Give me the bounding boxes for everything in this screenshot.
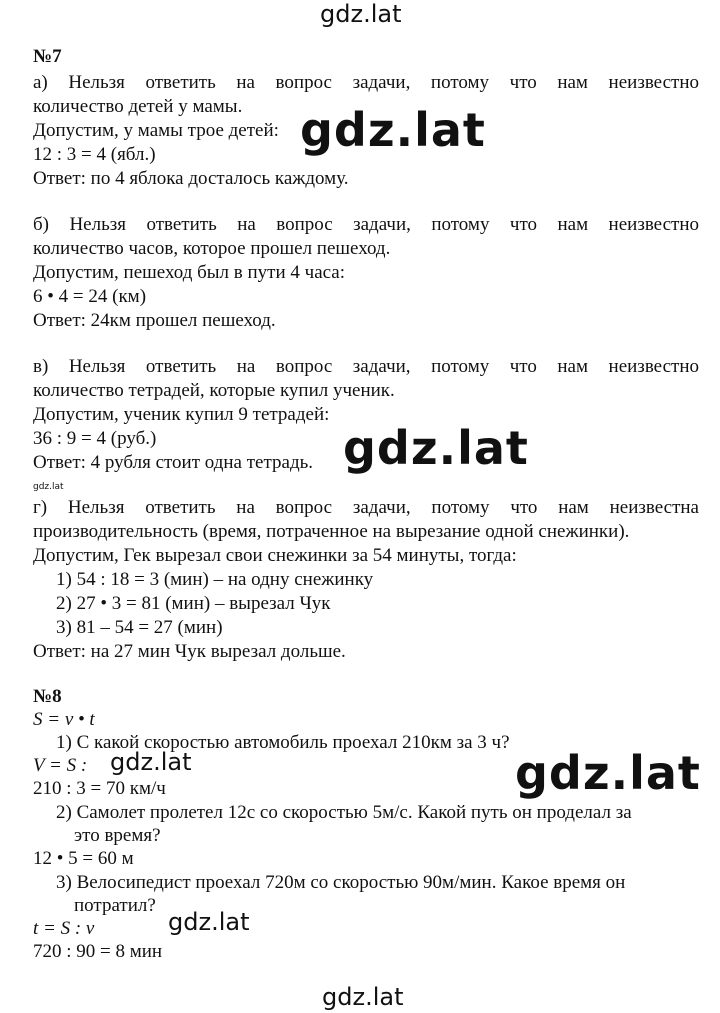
watermark-large-b: gdz.lat	[343, 421, 529, 475]
task-8-formula-1: V = S :	[33, 755, 88, 776]
task-7a-line-1: а) Нельзя ответить на вопрос задачи, потому что нам неизвестно	[33, 72, 699, 93]
task-7g-line-2: производительность (время, потраченное на вырезание одной снежинки).	[33, 521, 630, 542]
watermark-tiny: gdz.lat	[33, 482, 64, 492]
task-7v-line-2: количество тетрадей, которые купил ученик.	[33, 380, 395, 401]
task-7b-line-4: 6 • 4 = 24 (км)	[33, 286, 147, 307]
task-7g-line-3: Допустим, Гек вырезал свои снежинки за 54 минуты, тогда:	[33, 545, 517, 566]
task-8-question-3-line-2: потратил?	[74, 895, 156, 916]
task-7a-line-2: количество детей у мамы.	[33, 96, 243, 117]
task-7a-line-4: 12 : 3 = 4 (ябл.)	[33, 144, 156, 165]
watermark-top: gdz.lat	[320, 0, 402, 28]
task-7v-line-3: Допустим, ученик купил 9 тетрадей:	[33, 404, 330, 425]
task-7b-line-2: количество часов, которое прошел пешеход.	[33, 238, 391, 259]
task-7b-line-5: Ответ: 24км прошел пешеход.	[33, 310, 276, 331]
watermark-large-right: gdz.lat	[515, 746, 701, 800]
task-7a-line-3: Допустим, у мамы трое детей:	[33, 120, 279, 141]
task-7a-line-5: Ответ: по 4 яблока досталось каждому.	[33, 168, 349, 189]
task-8-question-2-line-2: это время?	[74, 825, 161, 846]
task-7g-step-2: 2) 27 • 3 = 81 (мин) – вырезал Чук	[56, 593, 331, 614]
watermark-inline: gdz.lat	[110, 748, 192, 776]
task-7-heading: №7	[33, 46, 62, 67]
task-8-question-2-line-1: 2) Самолет пролетел 12с со скоростью 5м/с. Какой путь он проделал за	[56, 802, 632, 823]
task-8-calc-3: 720 : 90 = 8 мин	[33, 941, 163, 962]
watermark-bottom: gdz.lat	[322, 983, 404, 1011]
task-7g-step-3: 3) 81 – 54 = 27 (мин)	[56, 617, 223, 638]
task-8-formula: S = v • t	[33, 709, 95, 730]
task-8-question-1: 1) С какой скоростью автомобиль проехал 210км за 3 ч?	[56, 732, 510, 753]
task-8-question-3-line-1: 3) Велосипедист проехал 720м со скоростью 90м/мин. Какое время он	[56, 872, 626, 893]
task-7v-line-1: в) Нельзя ответить на вопрос задачи, потому что нам неизвестно	[33, 356, 699, 377]
task-7v-line-4: 36 : 9 = 4 (руб.)	[33, 428, 157, 449]
task-8-formula-3: t = S : v	[33, 918, 95, 939]
task-8-calc-1: 210 : 3 = 70 км/ч	[33, 778, 166, 799]
task-7v-line-5: Ответ: 4 рубля стоит одна тетрадь.	[33, 452, 314, 473]
task-7g-answer: Ответ: на 27 мин Чук вырезал дольше.	[33, 641, 346, 662]
watermark-lower: gdz.lat	[168, 908, 250, 936]
task-7g-step-1: 1) 54 : 18 = 3 (мин) – на одну снежинку	[56, 569, 374, 590]
task-7b-line-1: б) Нельзя ответить на вопрос задачи, потому что нам неизвестно	[33, 214, 699, 235]
task-7g-line-1: г) Нельзя ответить на вопрос задачи, потому что нам неизвестна	[33, 497, 699, 518]
task-7b-line-3: Допустим, пешеход был в пути 4 часа:	[33, 262, 346, 283]
task-8-heading: №8	[33, 686, 62, 707]
task-8-calc-2: 12 • 5 = 60 м	[33, 848, 134, 869]
watermark-large-a: gdz.lat	[300, 103, 486, 157]
